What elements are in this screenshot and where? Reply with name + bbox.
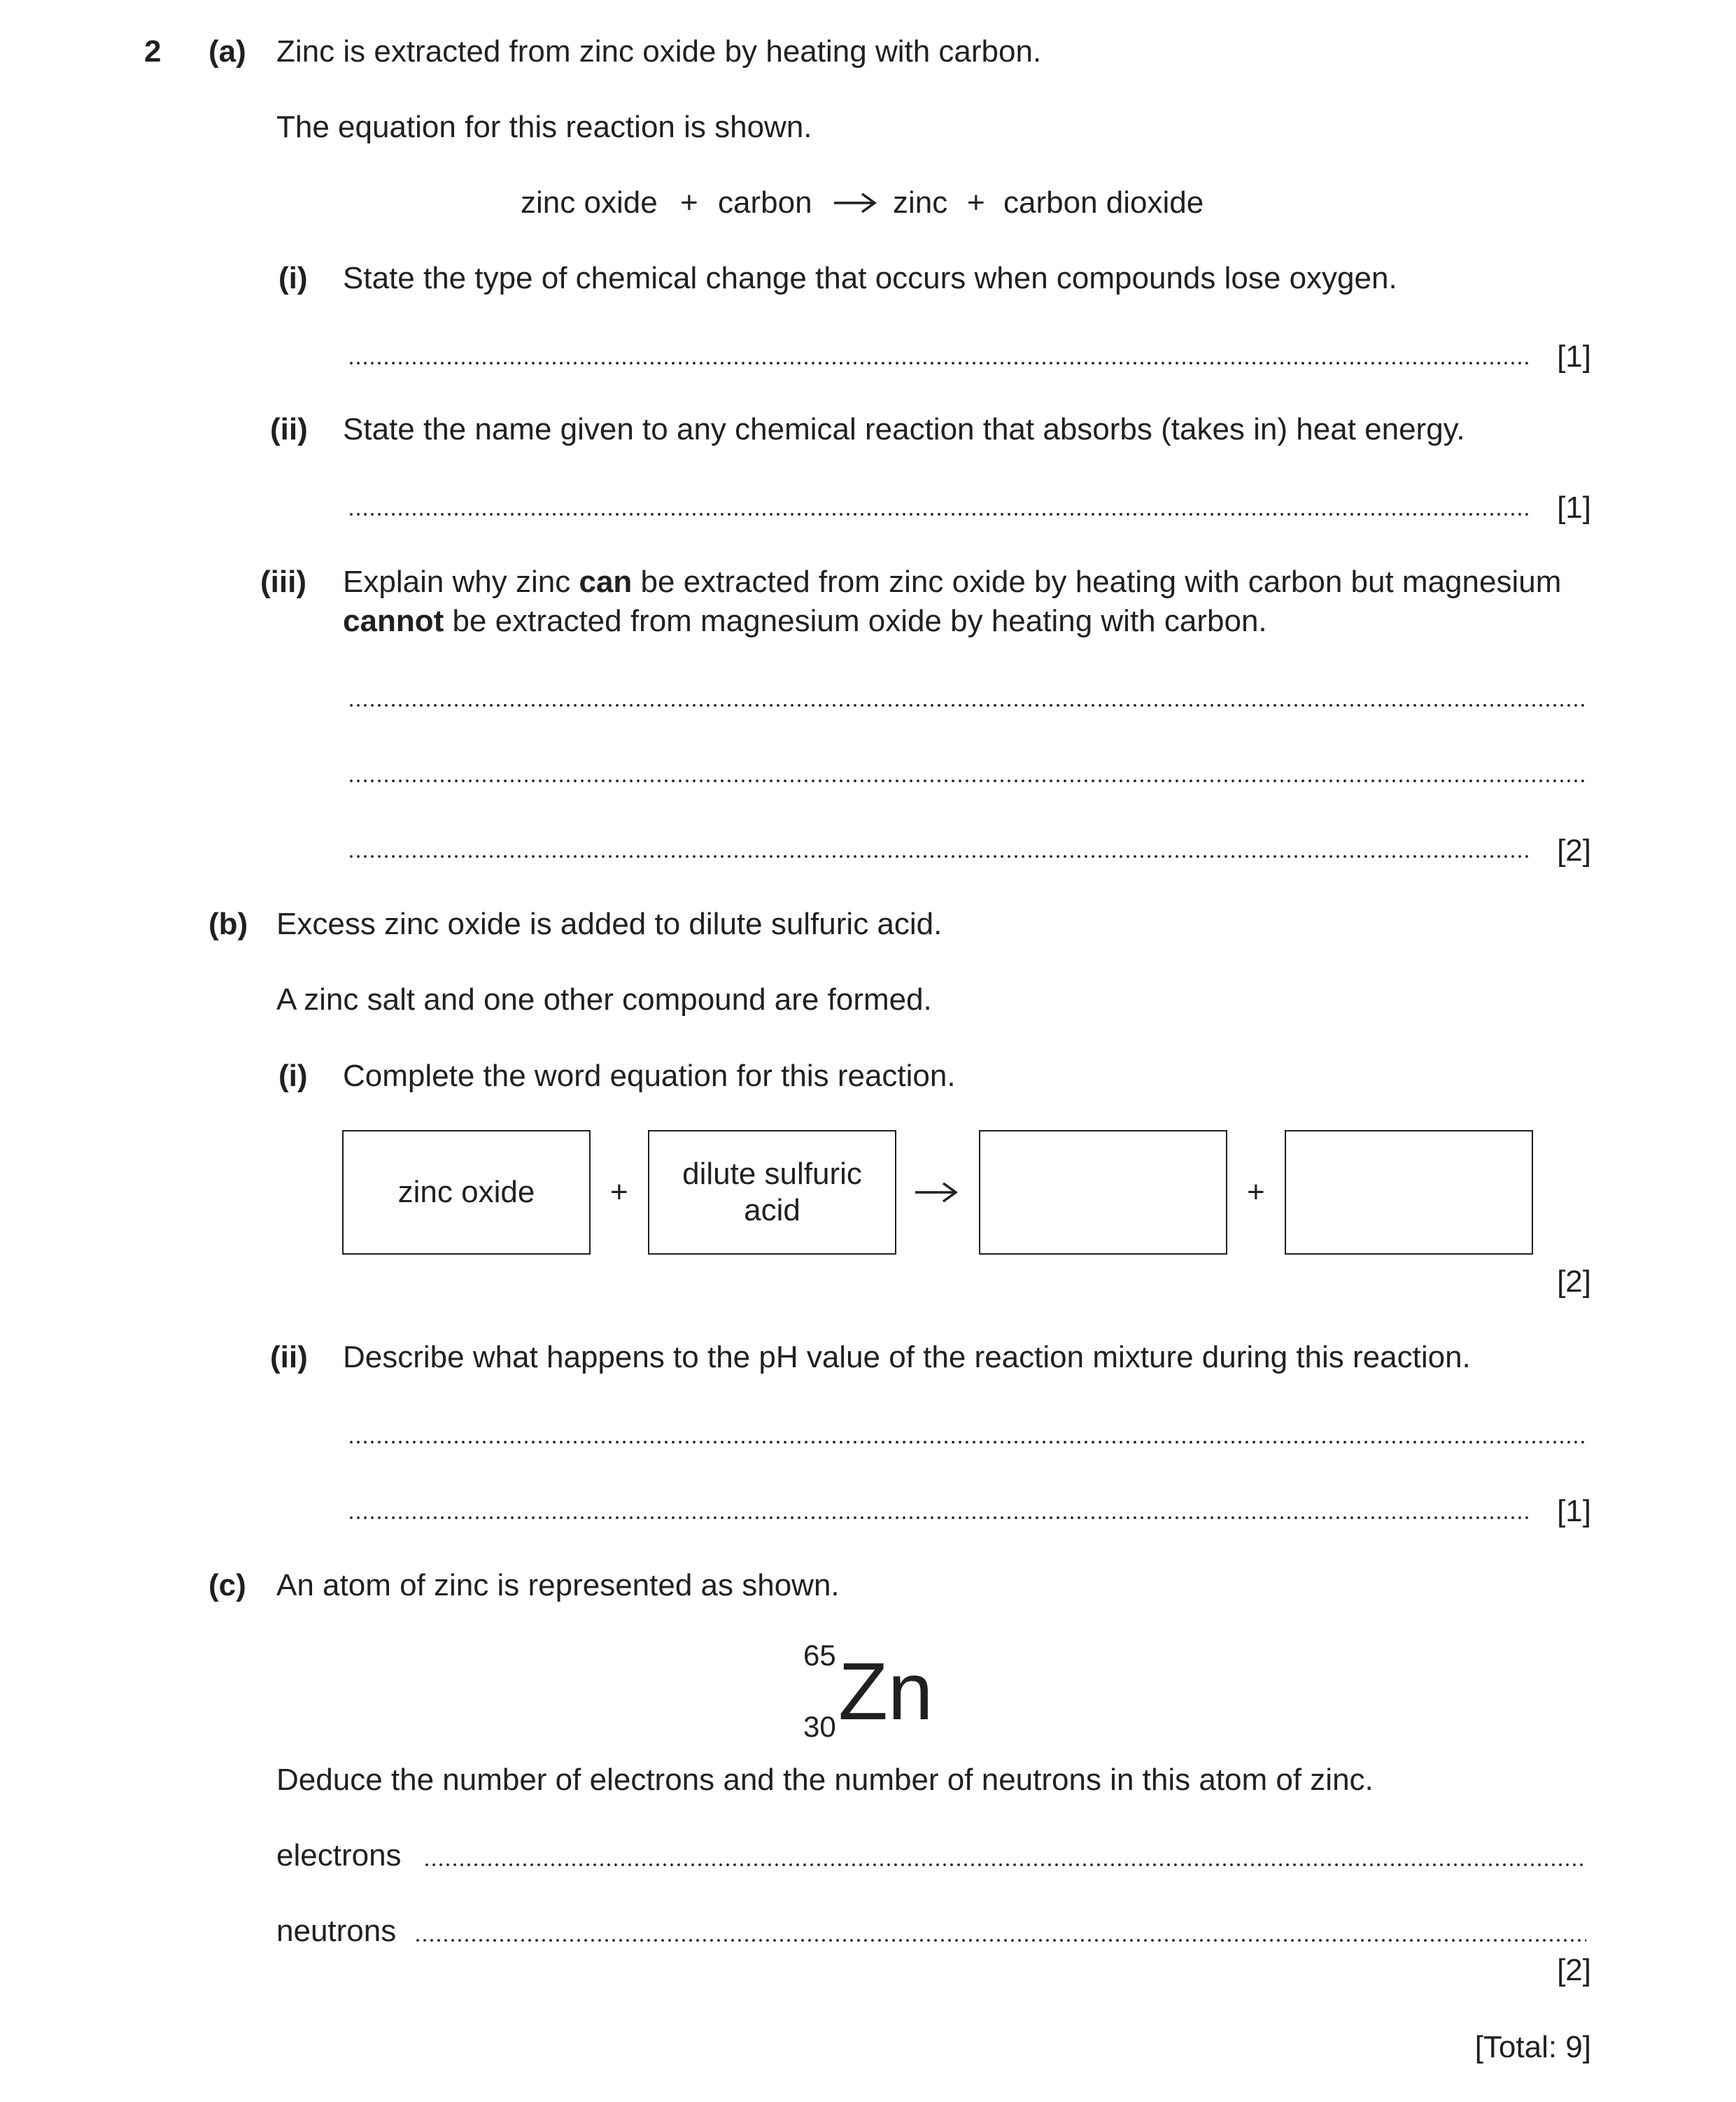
part-a-label: (a)	[209, 34, 246, 69]
answer-line-b-ii-1[interactable]	[348, 1440, 1586, 1444]
answer-line-a-iii-1[interactable]	[348, 703, 1586, 707]
element-symbol: Zn	[838, 1646, 933, 1737]
emphasis-cannot: cannot	[343, 604, 444, 638]
emphasis-can: can	[579, 565, 633, 599]
electrons-label: electrons	[276, 1838, 402, 1872]
answer-box-product-2[interactable]	[1285, 1130, 1533, 1255]
question-number: 2	[144, 34, 162, 69]
neutrons-label: neutrons	[276, 1914, 397, 1948]
answer-box-product-1[interactable]	[979, 1130, 1227, 1255]
marks-a-i: [1]	[1557, 339, 1591, 374]
part-b-ii-question: Describe what happens to the pH value of the reaction mixture during this reaction.	[343, 1340, 1471, 1374]
answer-line-neutrons[interactable]	[414, 1938, 1586, 1942]
equation-box-dilute-sulfuric-acid: dilute sulfuric acid	[648, 1130, 896, 1255]
part-a-i-label: (i)	[278, 261, 308, 295]
marks-c: [2]	[1557, 1953, 1591, 1987]
equation-box-plus-1: +	[610, 1175, 628, 1209]
equation-product-2: carbon dioxide	[1003, 185, 1204, 220]
part-c-intro: An atom of zinc is represented as shown.	[276, 1568, 840, 1602]
part-b-intro: Excess zinc oxide is added to dilute sulfuric acid.	[276, 907, 943, 941]
part-b-ii-label: (ii)	[270, 1340, 308, 1374]
answer-line-a-iii-2[interactable]	[348, 779, 1586, 783]
marks-b-i: [2]	[1557, 1264, 1591, 1299]
part-a-ii-question: State the name given to any chemical reaction that absorbs (takes in) heat energy.	[343, 412, 1465, 446]
answer-line-a-ii[interactable]	[348, 512, 1530, 516]
equation-product-1: zinc	[893, 185, 948, 220]
part-a-i-question: State the type of chemical change that occurs when compounds lose oxygen.	[343, 261, 1397, 295]
marks-a-iii: [2]	[1557, 833, 1591, 868]
equation-box-zinc-oxide: zinc oxide	[342, 1130, 591, 1255]
part-a-iii-question-line1: Explain why zinc can be extracted from zinc oxide by heating with carbon but magnesium	[343, 565, 1562, 599]
equation-plus-2: +	[967, 185, 985, 220]
part-a-ii-label: (ii)	[270, 412, 308, 446]
part-a-intro: Zinc is extracted from zinc oxide by heating with carbon.	[276, 34, 1042, 69]
answer-line-electrons[interactable]	[423, 1863, 1586, 1867]
marks-b-ii: [1]	[1557, 1494, 1591, 1528]
total-marks: [Total: 9]	[1474, 2030, 1591, 2064]
part-a-intro2: The equation for this reaction is shown.	[276, 110, 812, 144]
part-a-iii-label: (iii)	[260, 565, 306, 599]
equation-box-plus-2: +	[1247, 1175, 1265, 1209]
answer-line-a-i[interactable]	[348, 361, 1530, 365]
part-b-i-label: (i)	[278, 1059, 308, 1093]
part-c-label: (c)	[209, 1568, 246, 1602]
equation-reactant-1: zinc oxide	[521, 185, 658, 220]
atomic-number: 30	[803, 1710, 836, 1743]
part-b-i-question: Complete the word equation for this reaction.	[343, 1059, 956, 1093]
equation-reactant-2: carbon	[718, 185, 812, 220]
equation-plus-1: +	[680, 185, 698, 220]
part-b-intro2: A zinc salt and one other compound are formed.	[276, 982, 932, 1017]
part-c-question: Deduce the number of electrons and the number of neutrons in this atom of zinc.	[276, 1763, 1374, 1797]
mass-number: 65	[803, 1639, 836, 1672]
part-b-label: (b)	[209, 907, 248, 941]
part-a-iii-question-line2: cannot be extracted from magnesium oxide by heating with carbon.	[343, 604, 1267, 638]
reaction-arrow-icon	[914, 1180, 959, 1205]
marks-a-ii: [1]	[1557, 491, 1591, 525]
answer-line-a-iii-3[interactable]	[348, 854, 1530, 859]
reaction-arrow-icon	[833, 190, 877, 216]
answer-line-b-ii-2[interactable]	[348, 1516, 1530, 1520]
